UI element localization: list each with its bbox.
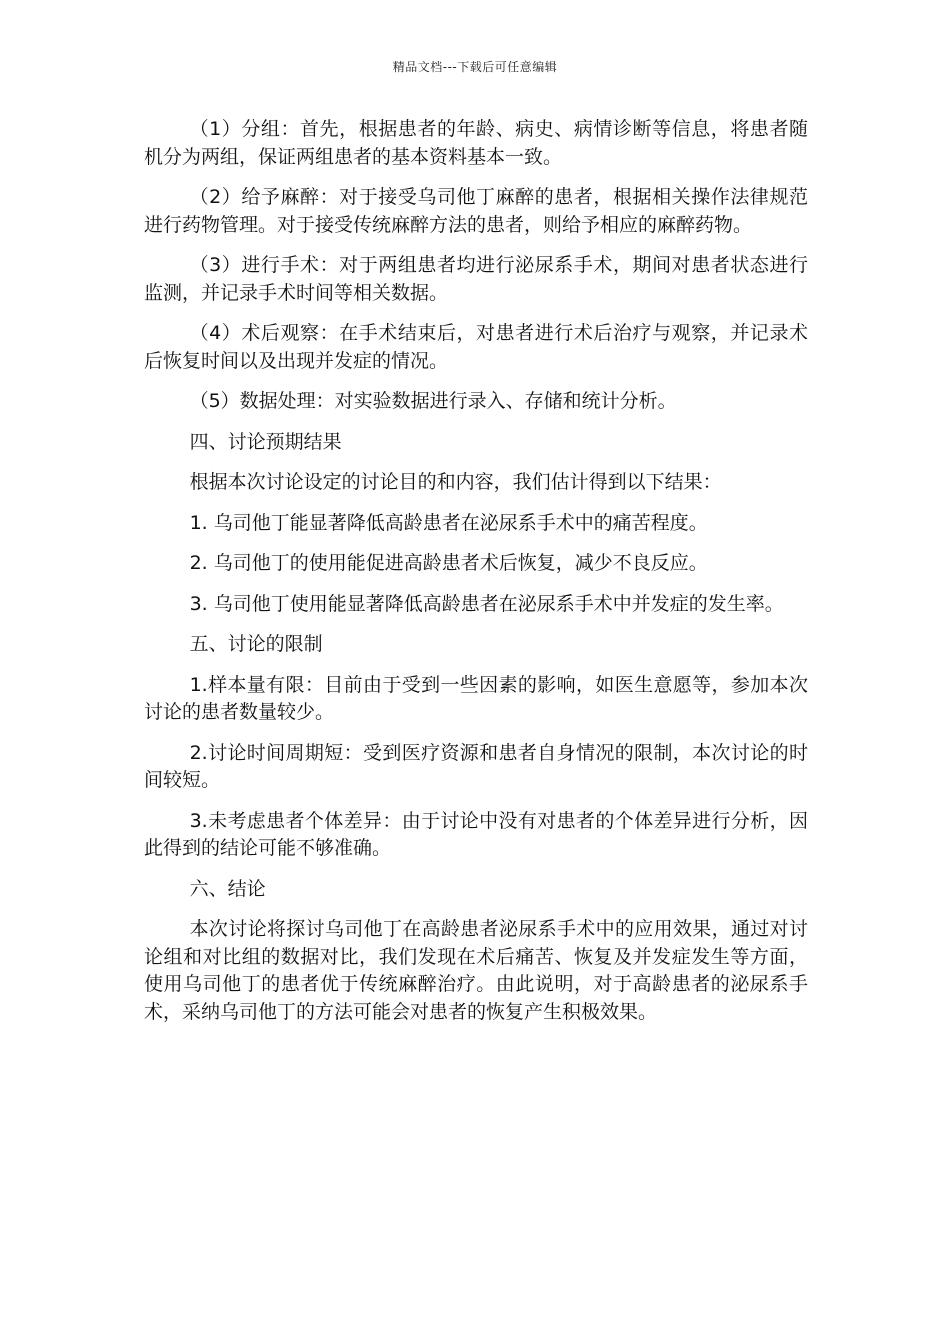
expected-result-item: 2. 乌司他丁的使用能促进高龄患者术后恢复，减少不良反应。 [189,552,708,574]
limitation-item: 2.讨论时间周期短：受到医疗资源和患者自身情况的限制，本次讨论的时间较短。 [144,741,808,791]
step-surgery-paragraph: （3）进行手术：对于两组患者均进行泌尿系手术，期间对患者状态进行监测，并记录手术时间等相关数据。 [144,254,808,304]
section-heading-expected-results: 四、讨论预期结果 [189,430,342,453]
section-heading-conclusion: 六、结论 [189,877,266,900]
expected-result-item: 3. 乌司他丁使用能显著降低高龄患者在泌尿系手术中并发症的发生率。 [189,592,784,615]
step-grouping-paragraph: （1）分组：首先，根据患者的年龄、病史、病情诊断等信息，将患者随机分为两组，保证两组患者的基本资料基本一致。 [144,118,808,168]
document-body [144,116,808,1039]
page-header: 精品文档---下载后可任意编辑 [392,60,558,74]
limitation-item: 1.样本量有限：目前由于受到一些因素的影响，如医生意愿等，参加本次讨论的患者数量较少。 [144,673,808,723]
limitation-item: 3.未考虑患者个体差异：由于讨论中没有对患者的个体差异进行分析，因此得到的结论可能不够准确。 [144,809,808,859]
step-postop-paragraph: （4）术后观察：在手术结束后，对患者进行术后治疗与观察，并记录术后恢复时间以及出现并发症的情况。 [144,322,808,372]
expected-results-intro: 根据本次讨论设定的讨论目的和内容，我们估计得到以下结果： [189,471,722,493]
step-anesthesia-paragraph: （2）给予麻醉：对于接受乌司他丁麻醉的患者，根据相关操作法律规范进行药物管理。对于接受传统麻醉方法的患者，则给予相应的麻醉药物。 [144,186,808,236]
expected-result-item: 1. 乌司他丁能显著降低高龄患者在泌尿系手术中的痛苦程度。 [189,511,708,534]
conclusion-paragraph: 本次讨论将探讨乌司他丁在高龄患者泌尿系手术中的应用效果，通过对讨论组和对比组的数据对比，我们发现在术后痛苦、恢复及并发症发生等方面，使用乌司他丁的患者优于传统麻醉治疗。由此说明，对于高龄患者的泌尿系手术，采纳乌司他丁的方法可能会对患者的恢复产生积极效果。 [144,918,808,1023]
step-data-paragraph: （5）数据处理：对实验数据进行录入、存储和统计分析。 [189,390,677,412]
section-heading-limitations: 五、讨论的限制 [189,633,323,655]
